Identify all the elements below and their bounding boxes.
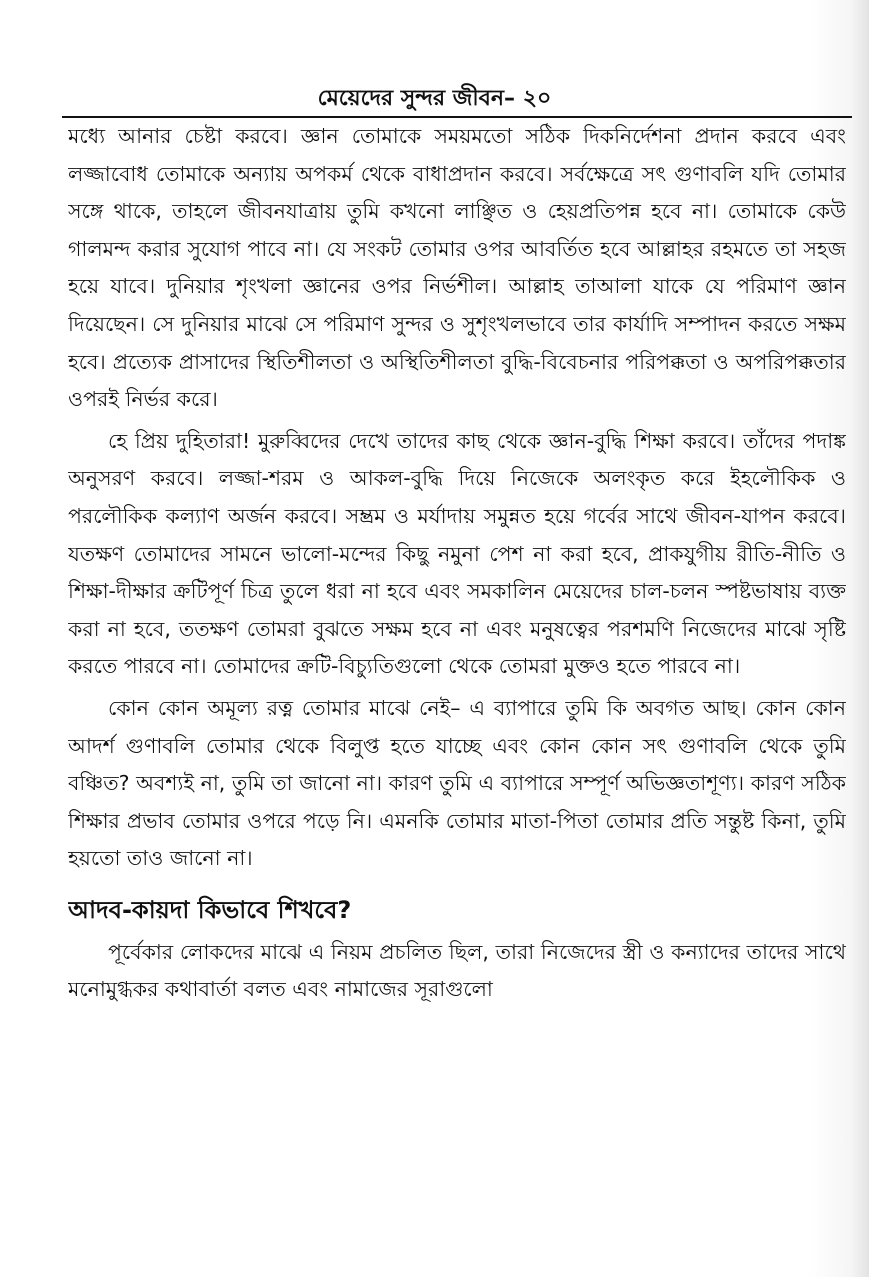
running-header: মেয়েদের সুন্দর জীবন– ২০ xyxy=(317,86,552,111)
paragraph-4: পূর্বেকার লোকদের মাঝে এ নিয়ম প্রচলিত ছিল, তারা নিজেদের স্ত্রী ও কন্যাদের তাদের সাথে মনোমুগ্ধকর কথাবার্তা বলত এবং নামাজের সূরাগুলো xyxy=(68,939,846,1002)
page-spine-shadow xyxy=(851,0,869,1277)
paragraph-2: হে প্রিয় দুহিতারা! মুরুব্বিদের দেখে তাদের কাছ থেকে জ্ঞান-বুদ্ধি শিক্ষা করবে। তাঁদের পদাঙ্ক অনুসরণ করবে। লজ্জা-শরম ও আকল-বুদ্ধি দিয়ে নিজেকে অলংকৃত করে ইহলৌকিক ও পরলৌকিক কল্যাণ অর্জন করবে। সম্ভ্রম ও মর্যাদায় সমুন্নত হয়ে গর্বের সাথে জীবন-যাপন করবে। যতক্ষণ তোমাদের সামনে ভালো-মন্দের কিছু নমুনা পেশ না করা হবে, প্রাকযুগীয় রীতি-নীতি ও শিক্ষা-দীক্ষার ক্রটিপূর্ণ চিত্র তুলে ধরা না হবে এবং সমকালিন মেয়েদের চাল-চলন স্পষ্টভাষায় ব্যক্ত করা না হবে, ততক্ষণ তোমরা বুঝতে সক্ষম হবে না এবং মনুষত্বের পরশমণি নিজেদের মাঝে সৃষ্টি করতে পারবে না। তোমাদের ক্রটি-বিচ্যুতিগুলো থেকে তোমরা মুক্তও হতে পারবে না। xyxy=(68,428,846,679)
section-heading: আদব-কায়দা কিভাবে শিখবে? xyxy=(68,895,352,924)
body-text xyxy=(68,118,846,1268)
paragraph-3: কোন কোন অমূল্য রত্ন তোমার মাঝে নেই– এ ব্যাপারে তুমি কি অবগত আছ। কোন কোন আদর্শ গুণাবলি তোমার থেকে বিলুপ্ত হতে যাচ্ছে এবং কোন কোন সৎ গুণাবলি থেকে তুমি বঞ্চিত? অবশ্যই না, তুমি তা জানো না। কারণ তুমি এ ব্যাপারে সম্পূর্ণ অভিজ্ঞতাশূণ্য। কারণ সঠিক শিক্ষার প্রভাব তোমার ওপরে পড়ে নি। এমনকি তোমার মাতা-পিতা তোমার প্রতি সন্তুষ্ট কিনা, তুমি হয়তো তাও জানো না। xyxy=(68,695,846,871)
paragraph-1: মধ্যে আনার চেষ্টা করবে। জ্ঞান তোমাকে সময়মতো সঠিক দিকনির্দেশনা প্রদান করবে এবং লজ্জাবোধ তোমাকে অন্যায় অপকর্ম থেকে বাধাপ্রদান করবে। সর্বক্ষেত্রে সৎ গুণাবলি যদি তোমার সঙ্গে থাকে, তাহলে জীবনযাত্রায় তুমি কখনো লাঞ্ছিত ও হেয়প্রতিপন্ন হবে না। তোমাকে কেউ গালমন্দ করার সুযোগ পাবে না। যে সংকট তোমার ওপর আবর্তিত হবে আল্লাহর রহমতে তা সহজ হয়ে যাবে। দুনিয়ার শৃংখলা জ্ঞানের ওপর নির্ভশীল। আল্লাহ তাআলা যাকে যে পরিমাণ জ্ঞান দিয়েছেন। সে দুনিয়ার মাঝে সে পরিমাণ সুন্দর ও সুশৃংখলভাবে তার কার্যাদি সম্পাদন করতে সক্ষম হবে। প্রত্যেক প্রাসাদের স্থিতিশীলতা ও অস্থিতিশীলতা বুদ্ধি-বিবেচনার পরিপক্কতা ও অপরিপক্কতার ওপরই নির্ভর করে। xyxy=(68,124,846,412)
